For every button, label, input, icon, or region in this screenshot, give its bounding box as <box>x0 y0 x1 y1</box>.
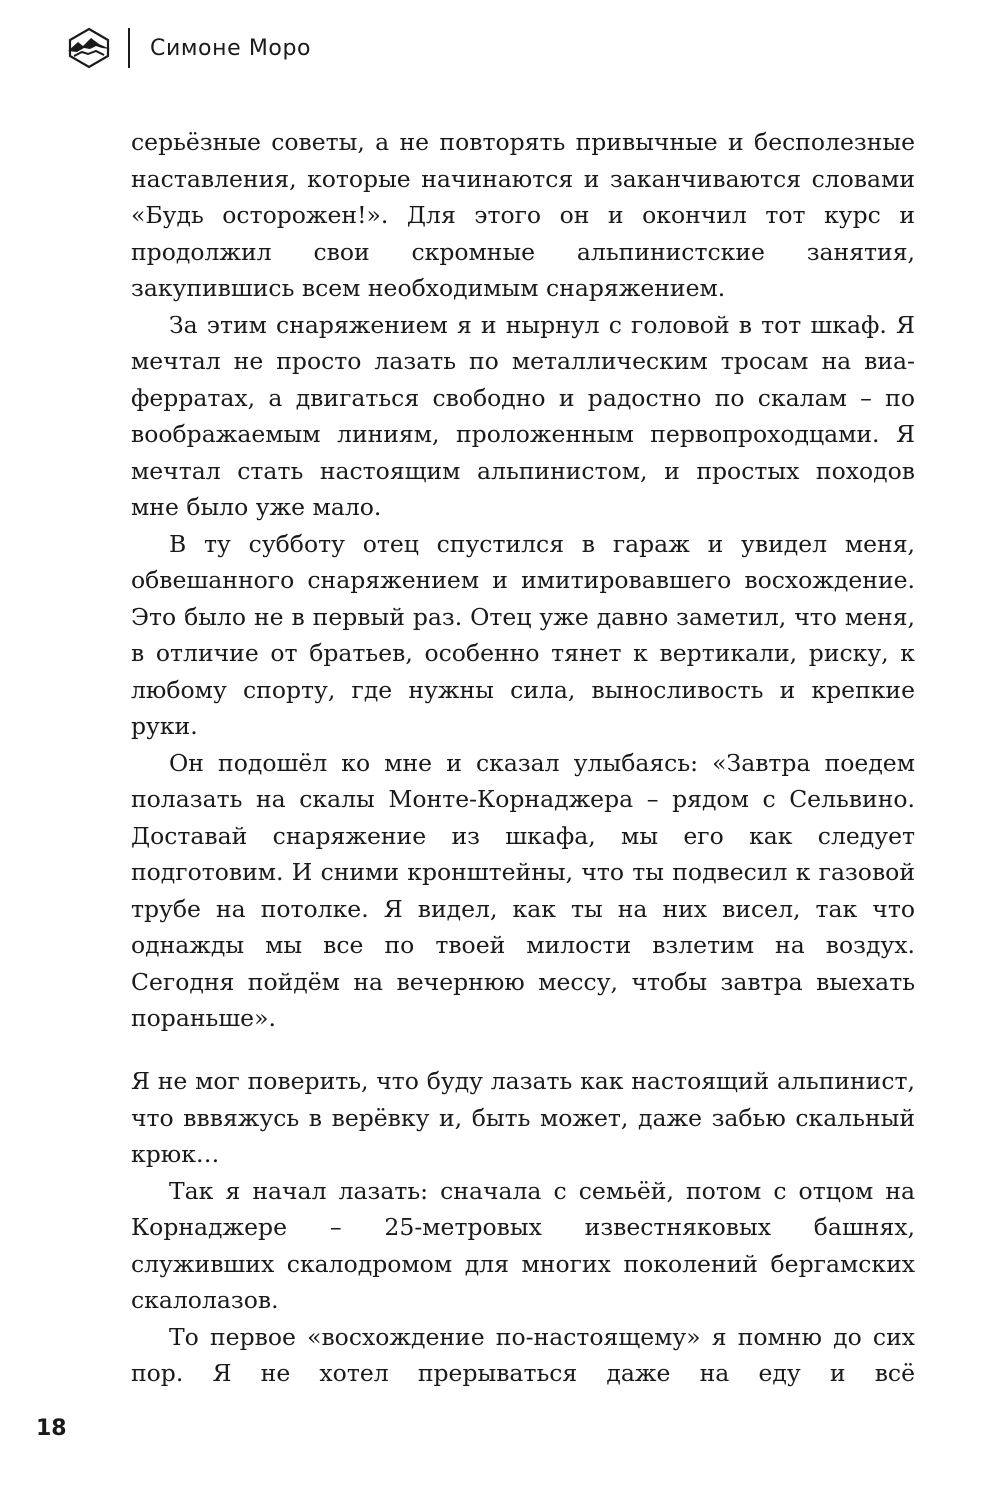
header-divider <box>128 28 130 68</box>
body-text-section-1 <box>131 124 915 1037</box>
paragraph: серьёзные советы, а не повторять привычные и бесполезные наставления, которые начинаются и заканчиваются словами «Будь осторожен!». Для этого он и окончил тот курс и продолжил свои скромные альпинистские занятия, закупившись всем необходимым снаряжением. <box>131 128 915 302</box>
paragraph: Я не мог поверить, что буду лазать как настоящий альпинист, что вввяжусь в верёвку и, быть может, даже забью скальный крюк… <box>131 1067 915 1168</box>
paragraph: То первое «восхождение по-настоящему» я помню до сих пор. Я не хотел прерываться даже на еду и всё <box>131 1322 915 1387</box>
author-name: Симоне Моро <box>150 35 312 61</box>
paragraph: В ту субботу отец спустился в гараж и увидел меня, обвешанного снаряжением и имитировавшего восхождение. Это было не в первый раз. Отец уже давно заметил, что меня, в отличие от братьев, особенно тянет к вертикали, риску, к любому спорту, где нужны сила, выносливость и крепкие руки. <box>131 529 915 740</box>
paragraph: За этим снаряжением я и нырнул с головой в тот шкаф. Я мечтал не просто лазать по металлическим тросам на виа-ферратах, а двигаться свободно и радостно по скалам – по воображаемым линиям, проложенным первопроходцами. Я мечтал стать настоящим альпинистом, и простых походов мне было уже мало. <box>131 310 915 521</box>
mountain-logo-icon <box>66 25 112 71</box>
running-head <box>66 24 311 72</box>
paragraph: Так я начал лазать: сначала с семьёй, потом с отцом на Корнаджере – 25-метровых известняковых башнях, служивших скалодромом для многих поколений бергамских скалолазов. <box>131 1176 915 1314</box>
paragraph: Он подошёл ко мне и сказал улыбаясь: «Завтра поедем полазать на скалы Монте-Корнаджера – рядом с Сельвино. Доставай снаряжение из шкафа, мы его как следует подготовим. И сними кронштейны, что ты подвесил к газовой трубе на потолке. Я видел, как ты на них висел, так что однажды мы все по твоей милости взлетим на воздух. Сегодня пойдём на вечернюю мессу, чтобы завтра выехать пораньше». <box>131 748 915 1032</box>
body-text-section-2 <box>131 1063 915 1392</box>
page-number: 18 <box>36 1416 67 1441</box>
